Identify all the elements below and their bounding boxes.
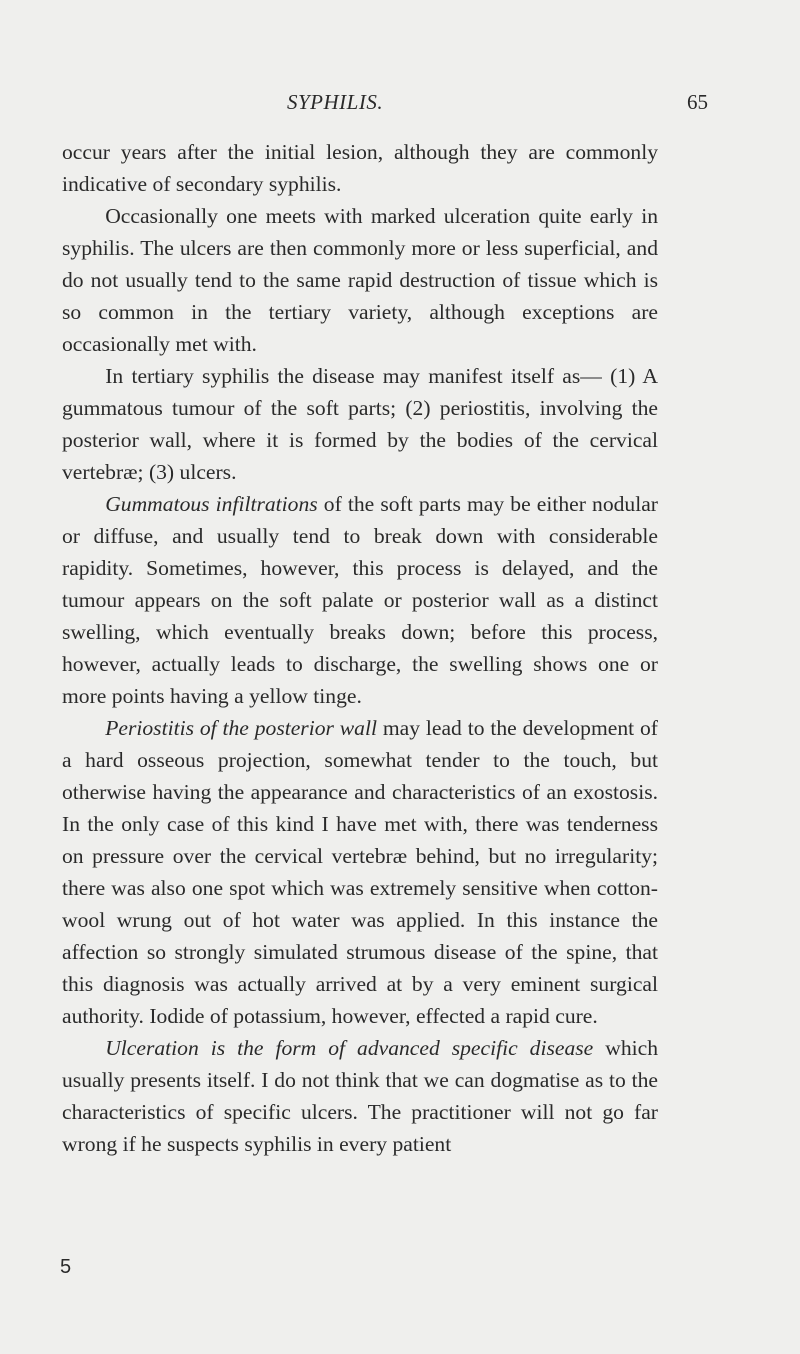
- paragraph-lead-italic: Gummatous infiltrations: [105, 492, 318, 516]
- paragraph-text: In tertiary syphilis the disease may manifest itself as— (1) A gummatous tumour of the soft parts; (2) periostitis, involving the posterior wall, where it is formed by the bodies of the cervical vertebræ; (3) ulcers.: [62, 364, 658, 484]
- paragraph: [62, 360, 658, 488]
- paragraph-continuation: [62, 136, 658, 200]
- paragraph-lead-italic: Ulceration is the form of advanced specific disease: [105, 1036, 594, 1060]
- paragraph-text: which usually presents itself. I do not think that we can dogmatise as to the characteristics of specific ulcers. The practitioner will not go far wrong if he suspects syphilis in every patient: [62, 1036, 659, 1156]
- paragraph: [62, 712, 658, 1032]
- page-number: 65: [687, 90, 708, 114]
- paragraph-text: may lead to the development of a hard osseous projection, somewhat tender to the touch, but otherwise having the appearance and characteristics of an exostosis. In the only case of this kind I have met with, there was tenderness on pressure over the cervical vertebræ behind, but no irregularity; there was also one spot which was extremely sensitive when cotton-wool wrung out of hot water was applied. In this instance the affection so strongly simulated strumous disease of the spine, that this diagnosis was actually arrived at by a very eminent surgical authority. Iodide of potassium, however, effected a rapid cure.: [62, 716, 658, 1028]
- body-text: [62, 136, 658, 1160]
- signature-mark: 5: [60, 1256, 72, 1278]
- running-title: SYPHILIS.: [287, 90, 384, 114]
- paragraph-lead-italic: Periostitis of the posterior wall: [105, 716, 377, 740]
- paragraph: [62, 1032, 658, 1160]
- paragraph: [62, 200, 658, 360]
- paragraph-text: of the soft parts may be either nodular or diffuse, and usually tend to break down with considerable rapidity. Sometimes, however, this process is delayed, and the tumour appears on the soft palate or posterior wall as a distinct swelling, which eventually breaks down; before this process, however, actually leads to discharge, the swelling shows one or more points having a yellow tinge.: [62, 492, 658, 708]
- paragraph: [62, 488, 658, 712]
- page-header: [0, 90, 800, 120]
- paragraph-text: occur years after the initial lesion, although they are commonly indicative of secondary syphilis.: [62, 140, 658, 196]
- paragraph-text: Occasionally one meets with marked ulceration quite early in syphilis. The ulcers are then commonly more or less superficial, and do not usually tend to the same rapid destruction of tissue which is so common in the tertiary variety, although exceptions are occasionally met with.: [62, 204, 658, 356]
